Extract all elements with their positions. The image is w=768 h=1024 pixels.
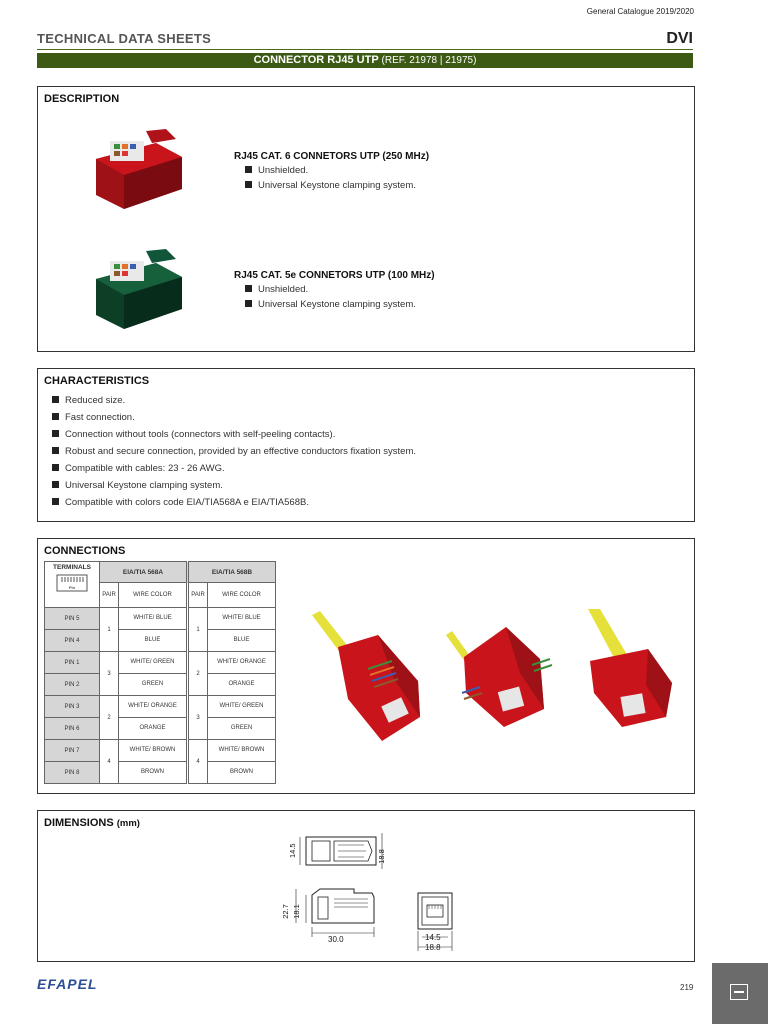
dimensions-title: DIMENSIONS (mm) xyxy=(44,817,140,829)
table-row: PIN 1 3 WHITE/ GREEN 2 WHITE/ ORANGE xyxy=(45,652,276,674)
wire-header-b: WIRE COLOR xyxy=(208,583,276,608)
svg-text:Pin: Pin xyxy=(68,585,76,590)
connections-box xyxy=(37,538,695,794)
catalogue-label: General Catalogue 2019/2020 xyxy=(586,7,694,16)
wiring-step-1-image xyxy=(312,611,420,741)
category-label: DVI xyxy=(666,30,693,47)
side-height-label: 22.7 xyxy=(280,904,290,919)
list-item: Connection without tools (connectors with self-peeling contacts). xyxy=(52,429,335,440)
page-number: 219 xyxy=(680,983,694,992)
table-row: PIN 4 BLUE BLUE xyxy=(45,630,276,652)
page-tab[interactable] xyxy=(712,963,768,1024)
characteristics-box xyxy=(37,368,695,522)
top-height-outer-label: 18.8 xyxy=(376,849,386,864)
list-item: Compatible with colors code EIA/TIA568A e EIA/TIA568B. xyxy=(52,497,309,508)
pair-header-a: PAIR xyxy=(100,583,119,608)
list-item: Reduced size. xyxy=(52,395,125,406)
connections-table xyxy=(44,561,276,784)
cat6-bullets xyxy=(245,165,545,199)
table-row: PIN 7 4 WHITE/ BROWN 4 WHITE/ BROWN xyxy=(45,740,276,762)
cat5e-connector-image xyxy=(86,243,190,333)
characteristics-list xyxy=(52,395,672,515)
list-item: Compatible with cables: 23 - 26 AWG. xyxy=(52,463,225,474)
cat5e-title: RJ45 CAT. 5e CONNETORS UTP (100 MHz) xyxy=(234,270,435,281)
list-item: Universal Keystone clamping system. xyxy=(245,180,416,191)
list-item: Universal Keystone clamping system. xyxy=(52,480,223,491)
connections-title: CONNECTIONS xyxy=(44,545,126,557)
description-title: DESCRIPTION xyxy=(44,93,120,105)
brand-logo: EFAPEL xyxy=(37,976,98,992)
std-b-header: EIA/TIA 568B xyxy=(188,562,276,583)
product-banner xyxy=(37,53,693,68)
wiring-step-2-image xyxy=(446,627,552,727)
table-row: PIN 5 1 WHITE/ BLUE 1 WHITE/ BLUE xyxy=(45,608,276,630)
terminals-header: TERMINALS Pin xyxy=(45,562,100,608)
banner-title: CONNECTOR RJ45 UTP xyxy=(253,54,379,66)
dimensions-box: DIMENSIONS (mm) 14.5 18.8 22.7 18.1 30.0 14.5 18.8 xyxy=(37,810,695,962)
cat5e-bullets xyxy=(245,284,545,318)
list-item: Universal Keystone clamping system. xyxy=(245,299,416,310)
cat6-title: RJ45 CAT. 6 CONNETORS UTP (250 MHz) xyxy=(234,151,430,162)
wire-header-a: WIRE COLOR xyxy=(119,583,188,608)
table-row: PIN 6 ORANGE GREEN xyxy=(45,718,276,740)
front-outer-width-label: 18.8 xyxy=(425,943,441,952)
side-width-label: 30.0 xyxy=(328,935,344,944)
wiring-step-3-image xyxy=(588,609,672,727)
list-item: Unshielded. xyxy=(245,165,308,176)
cable-box-icon xyxy=(730,984,748,1000)
list-item: Unshielded. xyxy=(245,284,308,295)
rj45-pin-icon xyxy=(55,573,89,593)
banner-ref: (REF. 21978 | 21975) xyxy=(381,55,477,66)
section-title: TECHNICAL DATA SHEETS xyxy=(37,31,212,46)
std-a-header: EIA/TIA 568A xyxy=(100,562,188,583)
list-item: Fast connection. xyxy=(52,412,135,423)
cat6-connector-image xyxy=(86,123,190,213)
table-row: PIN 3 2 WHITE/ ORANGE 3 WHITE/ GREEN xyxy=(45,696,276,718)
description-box xyxy=(37,86,695,352)
front-width-label: 14.5 xyxy=(425,933,441,942)
pair-header-b: PAIR xyxy=(188,583,208,608)
table-row: PIN 2 GREEN ORANGE xyxy=(45,674,276,696)
side-inner-height-label: 18.1 xyxy=(291,904,301,919)
table-row: PIN 8 BROWN BROWN xyxy=(45,762,276,784)
characteristics-title: CHARACTERISTICS xyxy=(44,375,150,387)
wiring-steps-illustration xyxy=(308,609,688,749)
list-item: Robust and secure connection, provided by an effective conductors fixation system. xyxy=(52,446,416,457)
header-rule xyxy=(37,49,693,50)
